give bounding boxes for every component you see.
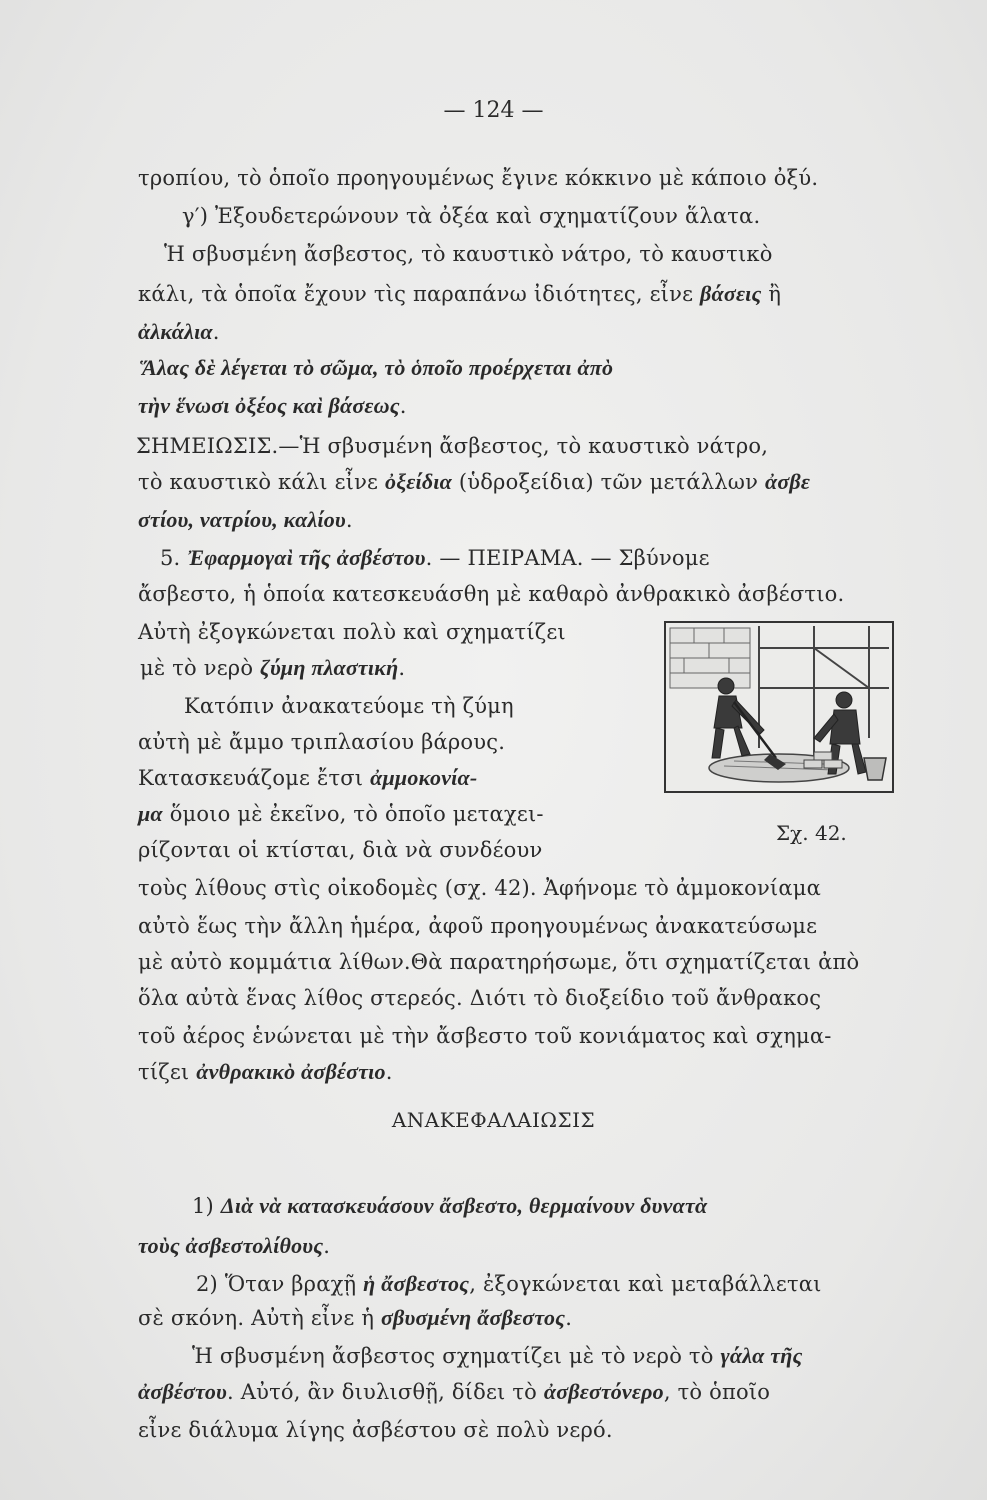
text-line (138, 948, 928, 976)
text-line (136, 432, 926, 460)
line-text: μὲ τὸ νερὸ (140, 656, 261, 680)
line-text: ρίζονται οἱ κτίσται, διὰ νὰ συνδέουν (138, 838, 543, 862)
emphasis-text: τὴν ἕνωσι ὀξέος καὶ βάσεως (138, 393, 400, 418)
text-line (192, 1342, 982, 1370)
text-line (138, 874, 928, 902)
line-text: Κατασκευάζομε ἔτσι (138, 766, 371, 790)
line-text: . (212, 320, 220, 344)
emphasis-text: βάσεις (700, 281, 762, 306)
text-line (138, 618, 638, 646)
line-text: γ′) Ἐξουδετερώνουν τὰ ὀξέα καὶ σχηματίζουν ἅλατα. (182, 204, 761, 228)
line-text: . (565, 1306, 573, 1330)
emphasis-text: ὀξείδια (385, 469, 452, 494)
emphasis-text: Ἐφαρμογαὶ τῆς ἀσβέστου (187, 545, 426, 570)
emphasis-text: ἀσβεστόνερο (543, 1379, 664, 1404)
emphasis-text: ἀνθρακικὸ ἀσβέστιο (196, 1059, 386, 1084)
text-line (138, 764, 638, 792)
text-line (138, 318, 928, 346)
figure-42 (664, 618, 896, 798)
line-text: σὲ σκόνη. Αὐτὴ εἶνε ἡ (138, 1306, 381, 1330)
line-text: αὐτὴ μὲ ἄμμο τριπλασίου βάρους. (138, 730, 506, 754)
line-text: ἢ (761, 282, 782, 306)
line-text: (ὑδροξείδια) τῶν μετάλλων (451, 470, 765, 494)
text-line (138, 836, 638, 864)
emphasis-text: Διὰ νὰ κατασκευάσουν ἄσβεστο, θερμαίνουν δυνατὰ (220, 1193, 708, 1218)
text-line (138, 1378, 928, 1406)
line-text: μὲ αὐτὸ κομμάτια λίθων.Θὰ παρατηρήσωμε, ὅτι σχηματίζεται ἀπὸ (138, 950, 860, 974)
line-text: . (385, 1060, 393, 1084)
page-number: — 124 — (443, 98, 544, 123)
line-text: εἶνε διάλυμα λίγης ἀσβέστου σὲ πολὺ νερό. (138, 1418, 613, 1442)
text-line (138, 800, 638, 828)
text-line (138, 580, 928, 608)
text-line (192, 1192, 982, 1220)
line-text: τὸ καυστικὸ κάλι εἶνε (138, 470, 385, 494)
text-line (138, 164, 928, 192)
line-text: αὐτὸ ἕως τὴν ἄλλη ἡμέρα, ἀφοῦ προηγουμένως ἀνακατεύσωμε (138, 914, 818, 938)
line-text: τοῦ ἀέρος ἑνώνεται μὲ τὴν ἄσβεστο τοῦ κονιάματος καὶ σχημα- (138, 1024, 832, 1048)
emphasis-text: ζύμη πλαστική (260, 655, 399, 680)
emphasis-text: ἡ ἄσβεστος (363, 1271, 470, 1296)
emphasis-text: στίου, νατρίου, καλίου (138, 507, 346, 532)
text-line (184, 692, 654, 720)
text-line (138, 1304, 928, 1332)
emphasis-text: σβυσμένη ἄσβεστος (380, 1305, 566, 1330)
line-text: . Αὐτό, ἂν διυλισθῇ, δίδει τὸ (227, 1380, 544, 1404)
line-text: Ἡ σβυσμένη ἄσβεστος σχηματίζει μὲ τὸ νερὸ τὸ (192, 1344, 721, 1368)
line-text: . (399, 394, 407, 418)
line-text: . — ΠΕΙΡΑΜΑ. — Σβύνομε (425, 546, 710, 570)
line-text: ΣΗΜΕΙΩΣΙΣ.—Ἡ σβυσμένη ἄσβεστος, τὸ καυστικὸ νάτρο, (136, 434, 769, 458)
line-text: . (398, 656, 406, 680)
text-line (138, 468, 928, 496)
line-text: κάλι, τὰ ὁποῖα ἔχουν τὶς παραπάνω ἰδιότητες, εἶνε (138, 282, 701, 306)
emphasis-text: ἀσβε (764, 469, 811, 494)
text-line (138, 984, 928, 1012)
line-text: 5. (160, 546, 188, 570)
line-text: τοὺς λίθους στὶς οἰκοδομὲς (σχ. 42). Ἀφήνομε τὸ ἀμμοκονίαμα (138, 876, 821, 900)
line-text: , ἐξογκώνεται καὶ μεταβάλλεται (469, 1272, 822, 1296)
emphasis-text: μα (138, 801, 163, 826)
text-line (138, 1022, 928, 1050)
line-text: , τὸ ὁποῖο (663, 1380, 771, 1404)
text-line (164, 240, 954, 268)
section-heading: ΑΝΑΚΕΦΑΛΑΙΩΣΙΣ (391, 1108, 596, 1132)
workers-mixing-mortar-illustration (664, 618, 896, 798)
line-text: Ἡ σβυσμένη ἄσβεστος, τὸ καυστικὸ νάτρο, τὸ καυστικὸ (164, 242, 773, 266)
emphasis-text: ἀμμοκονία- (370, 765, 478, 790)
text-line (138, 1416, 928, 1444)
text-line (138, 506, 928, 534)
emphasis-text: ἀλκάλια (138, 319, 213, 344)
line-text: . (345, 508, 353, 532)
line-text: . (323, 1234, 331, 1258)
text-line (138, 392, 928, 420)
line-text: ἄσβεστο, ἡ ὁποία κατεσκευάσθη μὲ καθαρὸ ἀνθρακικὸ ἀσβέστιο. (138, 582, 845, 606)
text-line (142, 354, 932, 382)
text-line (138, 280, 928, 308)
figure-caption: Σχ. 42. (776, 821, 847, 845)
line-text: 2) Ὅταν βραχῇ (196, 1272, 364, 1296)
emphasis-text: ἀσβέστου (138, 1379, 228, 1404)
text-line (138, 1058, 928, 1086)
line-text: ὅλα αὐτὰ ἕνας λίθος στερεός. Διότι τὸ διοξείδιο τοῦ ἄνθρακος (138, 986, 822, 1010)
text-line (182, 202, 972, 230)
line-text: 1) (192, 1194, 221, 1218)
text-line (138, 728, 638, 756)
emphasis-text: τοὺς ἀσβεστολίθους (138, 1233, 324, 1258)
line-text: Κατόπιν ἀνακατεύομε τὴ ζύμη (184, 694, 514, 718)
text-line (138, 912, 928, 940)
text-line (138, 1232, 928, 1260)
text-line (160, 544, 950, 572)
emphasis-text: Ἅλας δὲ λέγεται τὸ σῶμα, τὸ ὁποῖο προέρχεται ἀπὸ (142, 355, 614, 380)
line-text: τίζει (138, 1060, 197, 1084)
line-text: τροπίου, τὸ ὁποῖο προηγουμένως ἔγινε κόκκινο μὲ κάποιο ὀξύ. (138, 166, 819, 190)
text-line (196, 1270, 986, 1298)
line-text: ὅμοιο μὲ ἐκεῖνο, τὸ ὁποῖο μεταχει- (162, 802, 544, 826)
line-text: Αὐτὴ ἐξογκώνεται πολὺ καὶ σχηματίζει (138, 620, 566, 644)
emphasis-text: γάλα τῆς (720, 1343, 803, 1368)
text-line (140, 654, 640, 682)
